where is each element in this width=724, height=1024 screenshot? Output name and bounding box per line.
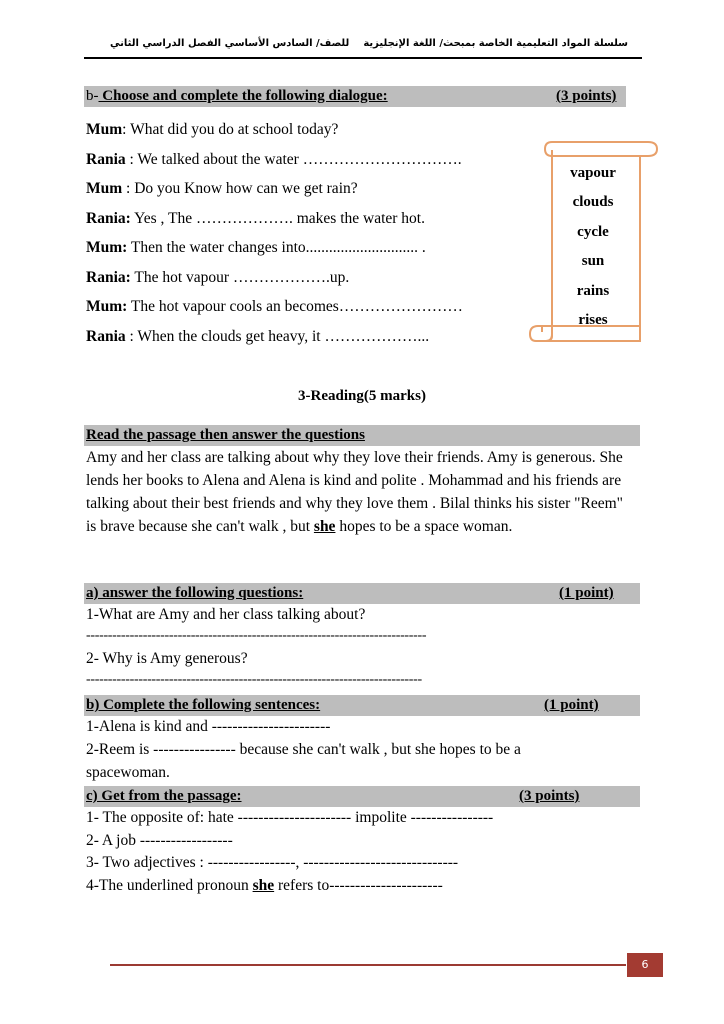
dialogue-text: : What did you do at school today? <box>122 121 339 138</box>
dialogue-line-5 <box>86 239 426 257</box>
speaker: Mum <box>86 121 123 138</box>
dialogue-text: The hot vapour cools an becomes…………………… <box>127 298 463 315</box>
part-a-question-2: 2- Why is Amy generous? <box>86 650 248 667</box>
word-bank-item-rises: rises <box>578 312 608 326</box>
dialogue-text: The hot vapour ……………….up. <box>130 269 350 286</box>
speaker: Rania: <box>86 210 131 227</box>
speaker: Rania <box>86 328 126 345</box>
speaker: Mum: <box>86 298 128 315</box>
dialogue-line-1 <box>86 121 338 139</box>
speaker: Rania: <box>86 269 131 286</box>
dialogue-text: : When the clouds get heavy, it ………………... <box>125 328 430 345</box>
part-a-question-1: 1-What are Amy and her class talking about? <box>86 606 366 623</box>
header-right-text: سلسلة المواد التعليمية الخاصة بمبحث/ اللغة الإنجليزية <box>363 38 628 49</box>
section-b-prefix: b- <box>86 88 99 104</box>
dialogue-line-6 <box>86 269 349 287</box>
part-b-points: (1 point) <box>544 697 599 713</box>
part-b-title: b) Complete the following sentences: <box>86 697 321 713</box>
dialogue-line-7 <box>86 298 463 316</box>
footer-divider <box>110 964 626 966</box>
dialogue-line-8 <box>86 328 429 346</box>
dialogue-text: Then the water changes into............................. . <box>127 239 426 256</box>
dialogue-line-4 <box>86 210 425 228</box>
dialogue-text: Yes , The ………………. makes the water hot. <box>130 210 425 227</box>
passage-underlined-pronoun: she <box>313 518 336 535</box>
part-a-title: a) answer the following questions: <box>86 585 304 601</box>
item-4-underlined-pronoun: she <box>252 877 275 894</box>
part-c-item-3: 3- Two adjectives : -----------------, ------------------------------ <box>86 854 459 871</box>
speaker: Rania <box>86 151 126 168</box>
header-left-text: للصف/ السادس الأساسي الفصل الدراسي الثاني <box>110 38 350 49</box>
word-bank-item-rises-clip <box>556 310 630 326</box>
word-bank-item-vapour: vapour <box>570 165 616 181</box>
part-c-item-2: 2- A job ------------------ <box>86 832 233 849</box>
part-b-sentence-2-cont: spacewoman. <box>86 764 170 781</box>
speaker: Mum <box>86 180 123 197</box>
dialogue-text: : Do you Know how can we get rain? <box>122 180 358 197</box>
reading-heading: 3-Reading(5 marks) <box>298 388 426 404</box>
item-4-text-end: refers to---------------------- <box>274 877 443 894</box>
word-bank-item-sun: sun <box>581 253 605 269</box>
item-4-text: 4-The underlined pronoun <box>86 877 253 894</box>
reading-instruction: Read the passage then answer the questions <box>86 427 365 443</box>
section-b-title <box>86 88 388 105</box>
word-bank-item-clouds: clouds <box>572 194 614 210</box>
part-c-item-1: 1- The opposite of: hate ---------------------- impolite ---------------- <box>86 809 494 826</box>
page-number: 6 <box>627 953 663 977</box>
dialogue-line-2 <box>86 151 462 169</box>
dialogue-line-3 <box>86 180 358 198</box>
part-b-sentence-2: 2-Reem is ---------------- because she can't walk , but she hopes to be a <box>86 741 521 758</box>
speaker: Mum: <box>86 239 128 256</box>
part-c-points: (3 points) <box>519 788 580 804</box>
section-b-title-text: Choose and complete the following dialogue: <box>98 88 388 104</box>
part-c-title: c) Get from the passage: <box>86 788 242 804</box>
word-bank-item-rains: rains <box>576 283 610 299</box>
part-c-item-4 <box>86 877 443 895</box>
passage-text-end: hopes to be a space woman. <box>335 518 513 535</box>
part-b-sentence-1: 1-Alena is kind and ----------------------- <box>86 718 331 735</box>
dialogue-text: : We talked about the water …………………………. <box>125 151 462 168</box>
header-divider <box>84 57 642 59</box>
passage-text: Amy and her class are talking about why they love their friends. Amy is generous. She lends her books to Alena and Alena is kind and polite . Mohammad and his friends are talking about their best friends and why they love them . Bilal thinks his sister "Reem" is brave because she can't walk , but <box>86 449 623 535</box>
word-bank-item-cycle: cycle <box>577 224 609 240</box>
part-a-points: (1 point) <box>559 585 614 601</box>
reading-passage <box>86 446 626 538</box>
part-a-answer-line-1[interactable]: ------------------------------------------------------------------------------ <box>86 628 427 643</box>
section-b-points: (3 points) <box>556 88 617 104</box>
part-a-answer-line-2[interactable]: ----------------------------------------------------------------------------- <box>86 672 422 687</box>
